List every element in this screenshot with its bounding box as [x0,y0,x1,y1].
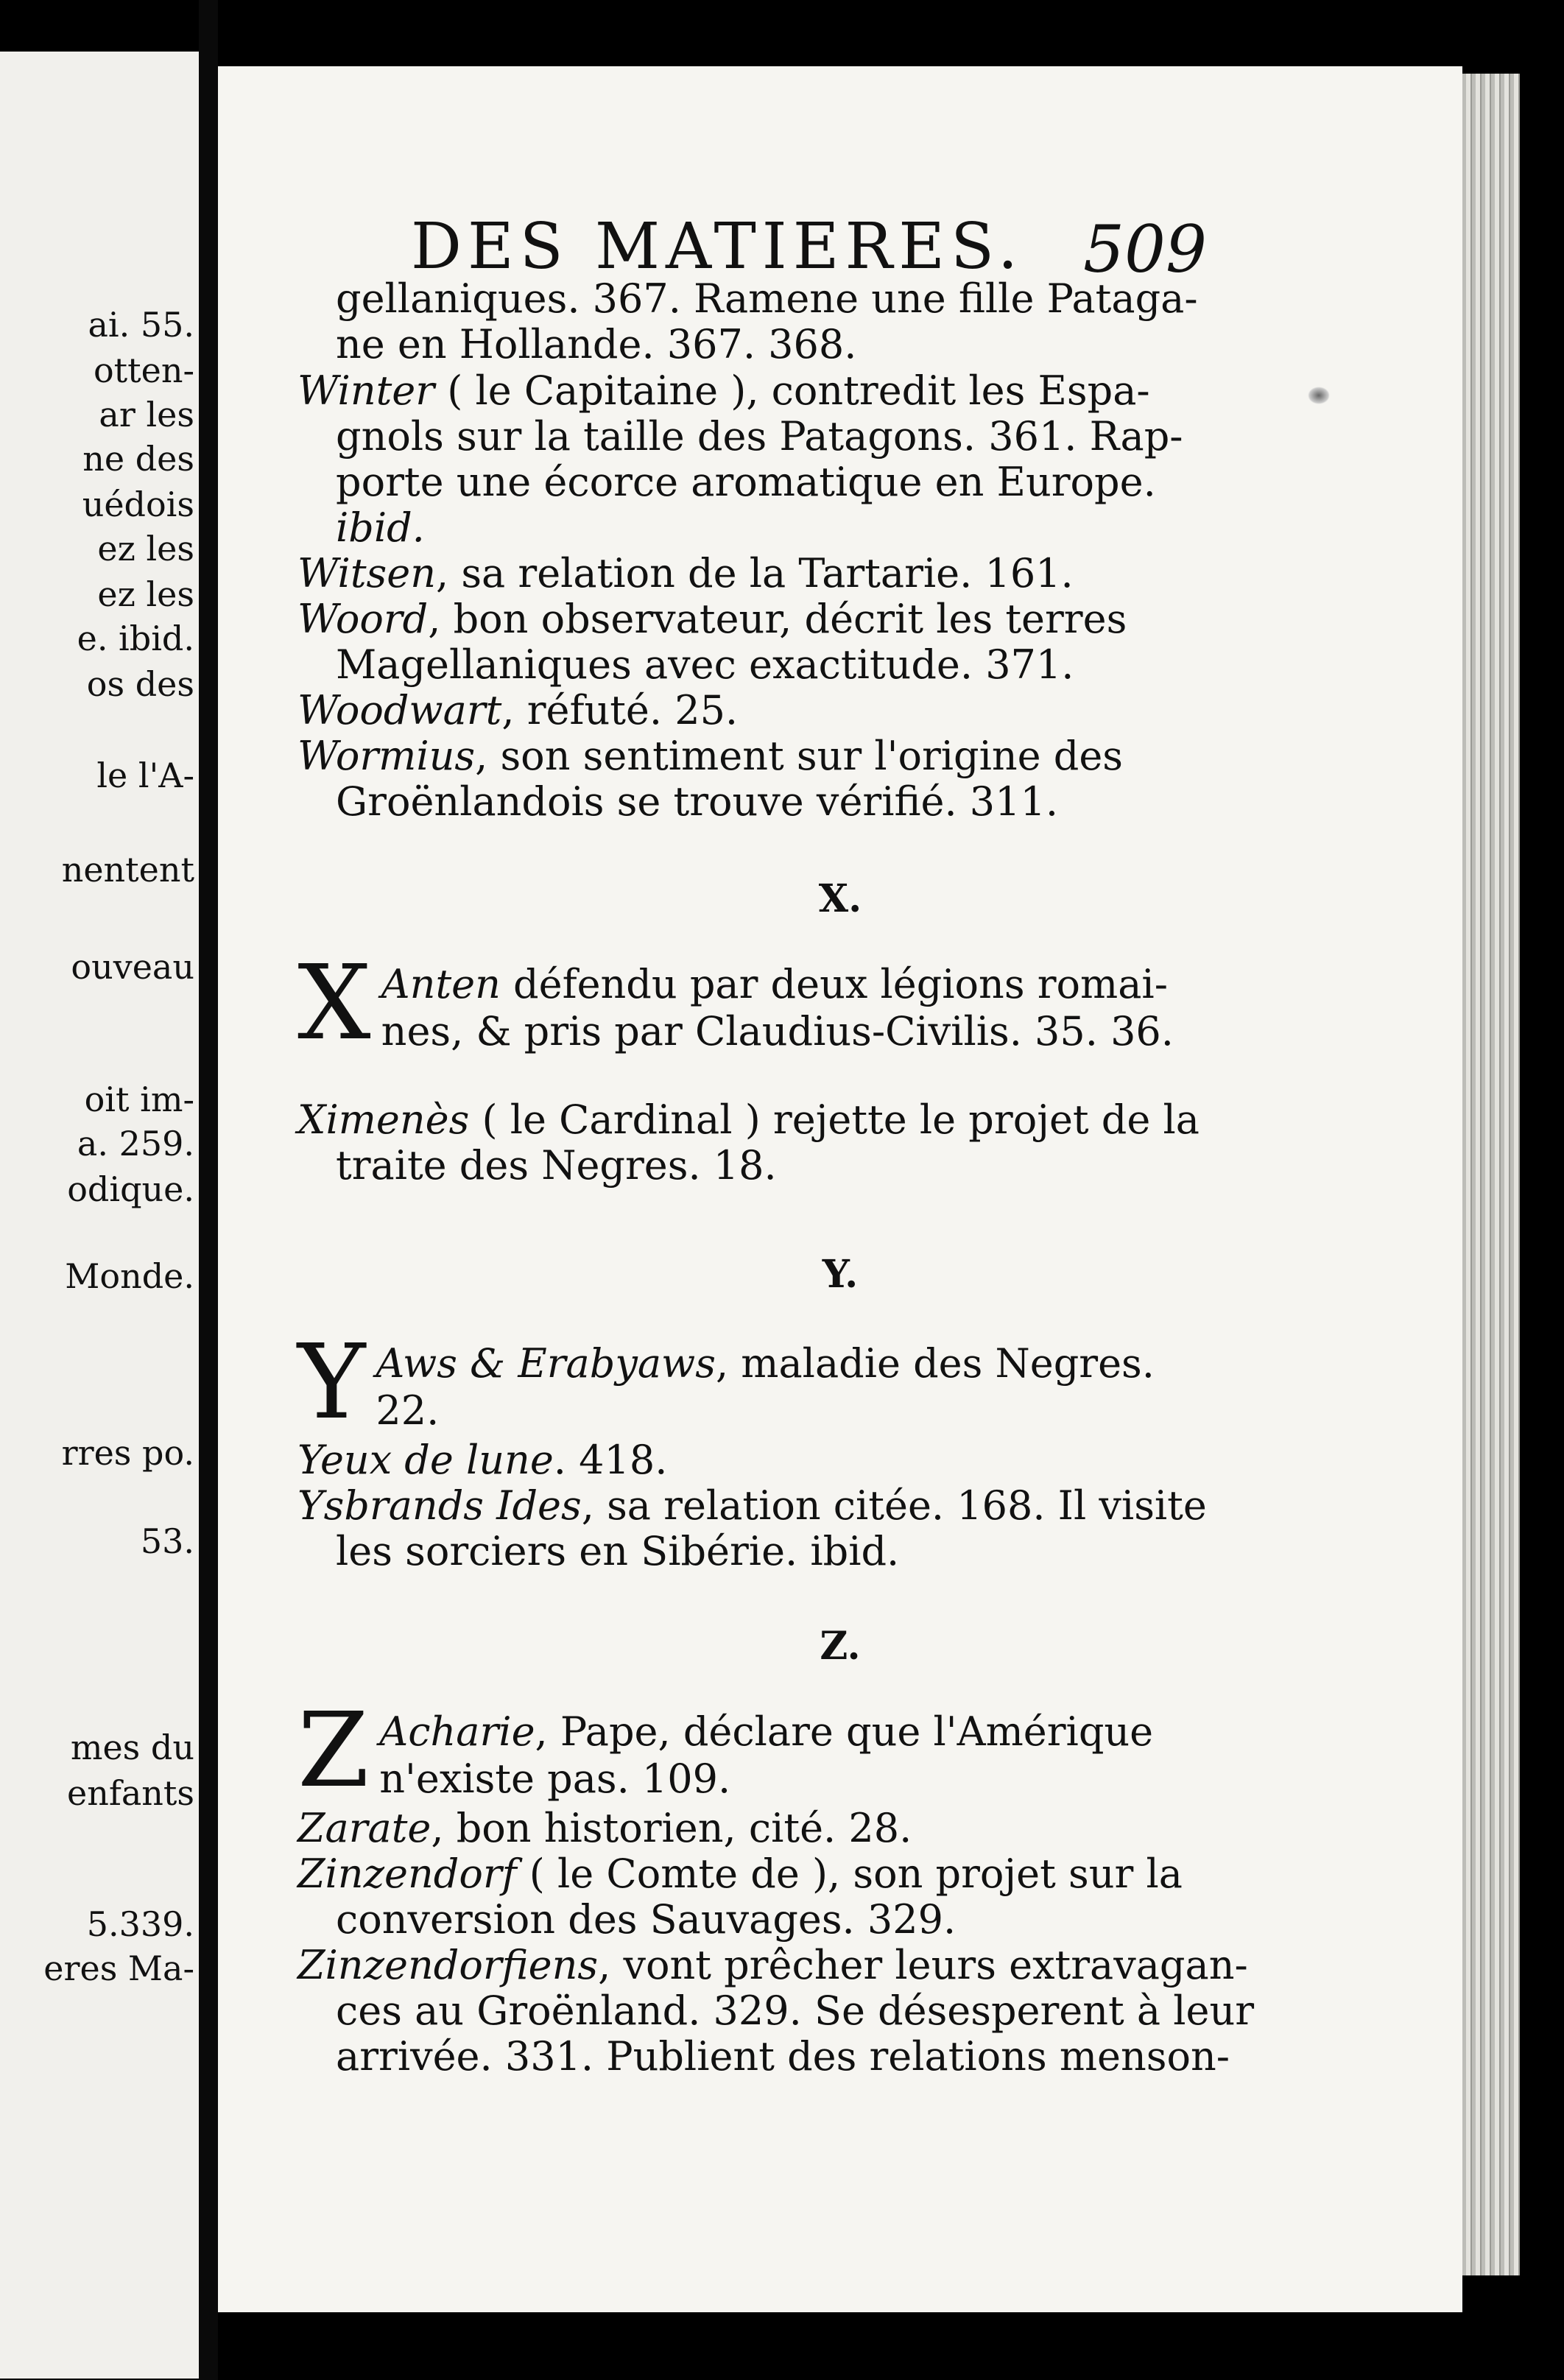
section-heading-z: Z. [820,1624,861,1669]
left-page-line: mes du [70,1728,194,1767]
index-entry [297,1437,1417,1483]
drop-cap: Y [297,1323,366,1443]
entry-line: 22. [376,1387,440,1434]
entry-text: , Pape, déclare que l'Amérique [535,1708,1154,1755]
left-page-line: Monde. [65,1256,194,1296]
entry-headword: Ximenès [297,1096,470,1143]
entry-headword: Acharie [379,1708,535,1755]
index-entry [297,276,1417,367]
entry-line: traite des Negres. 18. [336,1142,777,1189]
entry-text: ( le Cardinal ) rejette le projet de la [469,1096,1200,1143]
index-entry [297,551,1417,596]
entry-line: porte une écorce aromatique en Europe. [336,459,1156,505]
entry-line: gnols sur la taille des Patagons. 361. Rap- [336,413,1183,460]
paper-smudge [1308,387,1330,404]
index-entry [297,943,1417,1063]
index-entry [297,596,1417,688]
left-page-line: 5.339. [86,1904,194,1944]
left-page-line: enfants [66,1773,194,1813]
entry-line: gellaniques. 367. Ramene une fille Pataga- [336,275,1198,322]
drop-cap: X [297,943,371,1063]
running-head [218,210,1462,287]
entry-headword: Aws & Erabyaws [376,1340,716,1387]
index-entry [297,1851,1417,1943]
entry-text: , son sentiment sur l'origine des [475,733,1124,779]
entry-text: , maladie des Negres. [715,1340,1155,1387]
entry-line: nes, & pris par Claudius-Civilis. 35. 36. [381,1008,1174,1055]
entry-line: les sorciers en Sibérie. ibid. [336,1528,900,1574]
entry-headword: Yeux de lune [297,1437,554,1483]
entry-line: arrivée. 331. Publient des relations menson- [336,2033,1230,2080]
entry-text: , vont prêcher leurs extravagan- [598,1942,1248,1988]
left-page-line: rres po. [61,1433,194,1473]
entry-line: ibid. [336,504,425,551]
entry-text: , bon historien, cité. 28. [431,1805,912,1851]
entry-text: , réfuté. 25. [501,687,739,733]
entry-line: Groënlandois se trouve vérifié. 311. [336,778,1059,825]
entry-text: , sa relation de la Tartarie. 161. [435,550,1074,596]
entry-text: . 418. [553,1437,668,1483]
entry-headword: Winter [297,367,435,414]
left-page-line: ez les [97,574,194,614]
entry-text: ( le Capitaine ), contredit les Espa- [434,367,1150,414]
entry-line: conversion des Sauvages. 329. [336,1896,957,1943]
left-page-line: oit im- [84,1080,194,1119]
left-page-line: eres Ma- [43,1948,194,1988]
entry-headword: Wormius [297,733,476,779]
index-entry [297,1806,1417,1851]
left-page-line: a. 259. [77,1124,194,1163]
entry-line: ces au Groënland. 329. Se désesperent à leur [336,1988,1255,2034]
left-page-line: uédois [82,485,194,524]
index-entry [297,1097,1417,1189]
left-page-line: ouveau [71,947,194,987]
page-number: 509 [1083,211,1207,287]
entry-headword: Zinzendorf [297,1851,517,1897]
entry-headword: Zarate [297,1805,431,1851]
left-page-line: nentent [61,850,194,890]
section-heading-x: X. [818,876,862,921]
entry-line: ne en Hollande. 367. 368. [336,321,857,367]
left-page-line: 53. [140,1521,194,1561]
index-entry [297,733,1417,825]
entry-headword: Zinzendorfiens [297,1942,599,1988]
left-page-line: ai. 55. [88,305,194,345]
entry-text: , sa relation citée. 168. Il visite [581,1482,1207,1529]
left-page-line: ar les [99,395,194,434]
index-page [218,66,1462,2312]
entry-headword: Witsen [297,550,436,596]
index-entry [297,688,1417,733]
left-facing-page [0,52,199,2379]
section-heading-y: Y. [822,1252,859,1297]
drop-cap: Z [297,1691,370,1811]
entry-headword: Woord [297,596,429,642]
left-page-line: e. ibid. [77,619,194,658]
left-page-line: le l'A- [96,756,194,795]
entry-text: ( le Comte de ), son projet sur la [516,1851,1183,1897]
index-entry [297,1483,1417,1574]
page-edges [1462,74,1520,2275]
left-page-line: os des [86,664,194,704]
entry-headword: Anten [381,961,501,1007]
background-shadow [1520,0,1564,2380]
entry-headword: Woodwart [297,687,502,733]
left-page-line: otten- [93,351,194,390]
index-entry [297,1691,1417,1811]
left-page-line: ez les [97,529,194,568]
entry-line: n'existe pas. 109. [379,1756,731,1802]
running-title: DES MATIERES. [411,210,1024,284]
left-page-line: odique. [67,1169,194,1209]
entry-line: Magellaniques avec exactitude. 371. [336,641,1074,688]
left-page-line: ne des [82,439,194,479]
entry-headword: Ysbrands Ides [297,1482,582,1529]
index-entry [297,1323,1417,1443]
entry-text: , bon observateur, décrit les terres [428,596,1127,642]
book-gutter [199,0,218,2380]
index-entry [297,368,1417,551]
index-entry [297,1943,1417,2080]
entry-text: défendu par deux légions romai- [500,961,1168,1007]
